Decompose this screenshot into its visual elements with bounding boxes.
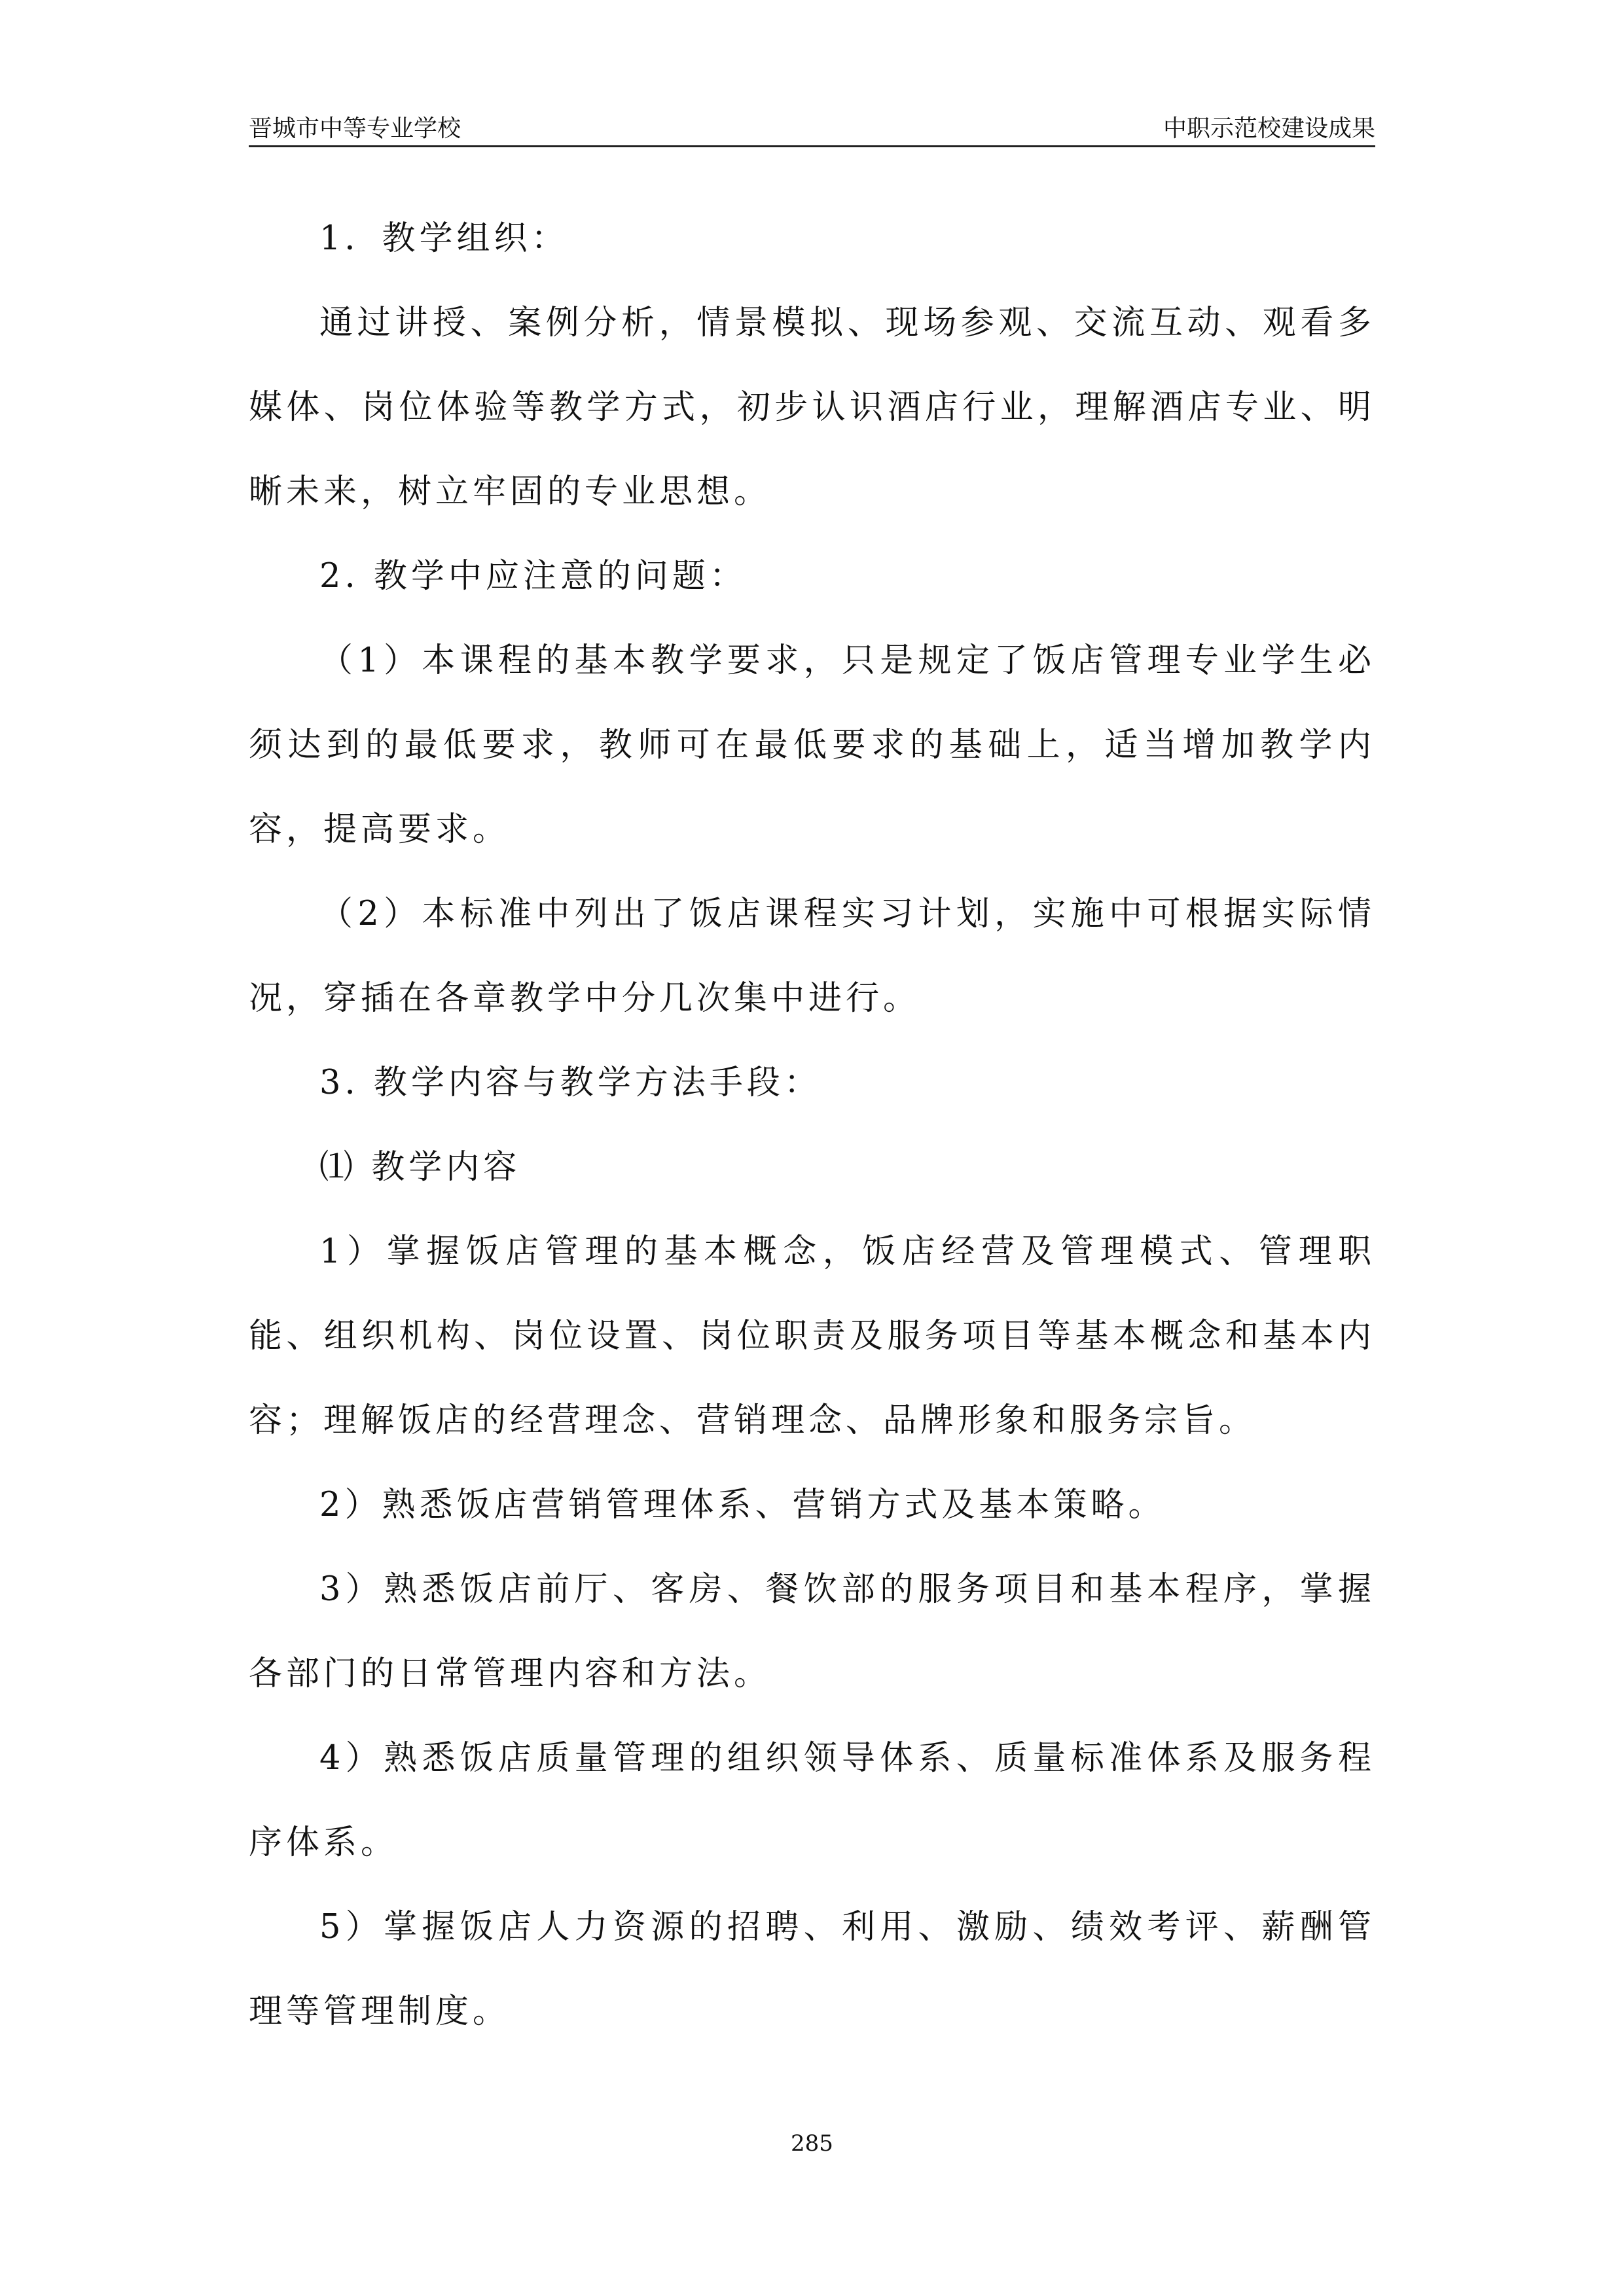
header-school-name: 晋城市中等专业学校 bbox=[249, 115, 461, 142]
page-number: 285 bbox=[791, 2130, 833, 2157]
header-document-title: 中职示范校建设成果 bbox=[1163, 115, 1375, 142]
paragraph-teaching-methods: 通过讲授、案例分析，情景模拟、现场参观、交流互动、观看多媒体、岗位体验等教学方式，初步认识酒店行业，理解酒店专业、明晰未来，树立牢固的专业思想。 bbox=[249, 304, 1375, 511]
heading-content-and-methods: 3. 教学内容与教学方法手段： bbox=[319, 1064, 821, 1102]
list-item-content-2: 2）熟悉饭店营销管理体系、营销方式及基本策略。 bbox=[319, 1486, 1166, 1524]
list-item-content-5: 5）掌握饭店人力资源的招聘、利用、激励、绩效考评、薪酬管理等管理制度。 bbox=[249, 1908, 1375, 2031]
heading-teaching-organization: 1．教学组织： bbox=[319, 219, 569, 258]
document-body bbox=[249, 196, 1375, 2054]
paragraph-note-1: （1）本课程的基本教学要求，只是规定了饭店管理专业学生必须达到的最低要求，教师可在最低要求的基础上，适当增加教学内容，提高要求。 bbox=[249, 641, 1375, 849]
page-header bbox=[249, 113, 1375, 147]
list-item-content-4: 4）熟悉饭店质量管理的组织领导体系、质量标准体系及服务程序体系。 bbox=[249, 1739, 1375, 1862]
paragraph-note-2: （2）本标准中列出了饭店课程实习计划，实施中可根据实际情况，穿插在各章教学中分几次集中进行。 bbox=[249, 895, 1375, 1018]
subheading-teaching-content: ⑴ 教学内容 bbox=[319, 1148, 521, 1187]
heading-teaching-notes: 2. 教学中应注意的问题： bbox=[319, 557, 747, 596]
list-item-content-3: 3）熟悉饭店前厅、客房、餐饮部的服务项目和基本程序，掌握各部门的日常管理内容和方法。 bbox=[249, 1570, 1375, 1693]
list-item-content-1: 1）掌握饭店管理的基本概念，饭店经营及管理模式、管理职能、组织机构、岗位设置、岗位职责及服务项目等基本概念和基本内容；理解饭店的经营理念、营销理念、品牌形象和服务宗旨。 bbox=[249, 1232, 1375, 1440]
